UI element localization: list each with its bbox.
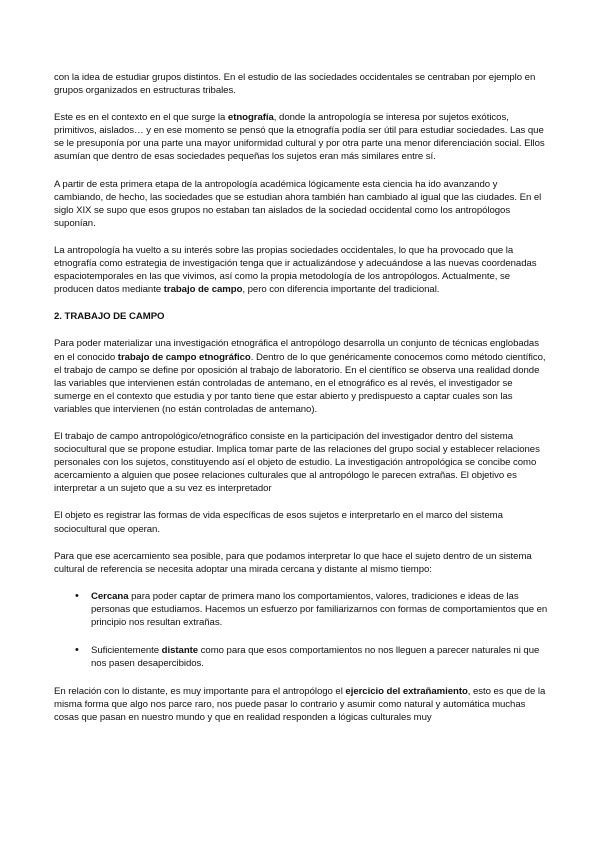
bold-term: etnografía: [227, 112, 274, 124]
text-run: Suficientemente: [91, 645, 162, 657]
bold-term: distante: [161, 645, 199, 657]
text-run: , donde la antropología se interesa por sujetos exóticos, primitivos, aislados… y en ese momento se pensó que la etnografía podía ser útil para estudiar sociedades. Las que se le presuponía por una parte una mayor uniformidad cultural y por otra parte una menor diferenciación social. Ellos asumían que dentro de esas sociedades pequeñas los sujetos eran más similares entre sí.: [54, 112, 545, 163]
text-run: , pero con diferencia importante del tradicional.: [242, 284, 440, 296]
text-run: El objeto es registrar las formas de vida específicas de esos sujetos e interpretarlo en el marco del sistema sociocultural que operan.: [54, 510, 503, 535]
bullet-list: [54, 590, 548, 670]
paragraph: [54, 337, 548, 416]
text-run: Para poder materializar una investigación etnográfica el antropólogo desarrolla un conjunto de técnicas englobadas en el conocido: [54, 338, 539, 363]
text-run: El trabajo de campo antropológico/etnográfico consiste en la participación del investigador dentro del sistema sociocultural que se propone estudiar. Implica tomar parte de las relaciones del grupo social y establecer relaciones personales con los sujetos, constituyendo así el objeto de estudio. La investigación antropológica se concibe como acercamiento a alguien que posee relaciones culturales que al antropólogo le parecen extrañas. El objetivo es interpretar a un sujeto que a su vez es interpretador: [54, 430, 540, 495]
text-run: con la idea de estudiar grupos distintos. En el estudio de las sociedades occidentales se centraban por ejemplo en grupos organizados en estructuras tribales.: [54, 72, 536, 97]
paragraph: [54, 685, 548, 724]
text-run: Para que ese acercamiento sea posible, para que podamos interpretar lo que hace el sujeto dentro de un sistema cultural de referencia se necesita adoptar una mirada cercana y distante al mismo tiempo:: [54, 550, 532, 575]
document-page: [54, 71, 548, 739]
paragraph: [54, 111, 548, 163]
bold-term: ejercicio del extrañamiento: [345, 686, 468, 698]
paragraph: [54, 244, 548, 296]
paragraph: [54, 430, 548, 495]
text-run: Este es en el contexto en el que surge la: [54, 112, 228, 124]
bold-term: Cercana: [91, 590, 129, 602]
intro-section: [54, 71, 548, 296]
bold-term: trabajo de campo etnográfico: [117, 351, 251, 363]
paragraph: [54, 550, 548, 576]
text-run: para poder captar de primera mano los comportamientos, valores, tradiciones e ideas de las personas que estudiamos. Hacemos un esfuerzo por familiarizarnos con formas de comportamientos que en principio nos resultan extrañas.: [91, 590, 548, 628]
bullet-item: [54, 644, 548, 670]
text-run: . Dentro de lo que genéricamente conocemos como método científico, el trabajo de campo se define por oposición al trabajo de laboratorio. En el científico se observa una realidad donde las variables que intervienen están controladas de antemano, en el etnográfico es al revés, el investigador se sumerge en el contexto que estudia y por tanto tiene que estar abierto y predispuesto a captar cuales son las variables que intervienen (no están controladas de antemano).: [54, 351, 546, 415]
bold-term: trabajo de campo: [163, 284, 243, 296]
paragraph: [54, 178, 548, 230]
text-run: , esto es que de la misma forma que algo nos parce raro, nos puede pasar lo contrario y asumir como natural y automática muchas cosas que pasan en nuestro mundo y que en realidad responden a lógicas culturales muy: [54, 686, 546, 724]
section-heading: 2. TRABAJO DE CAMPO: [54, 311, 165, 323]
section-body: [54, 337, 548, 724]
paragraph: [54, 71, 548, 97]
paragraph: [54, 509, 548, 535]
text-run: La antropología ha vuelto a su interés sobre las propias sociedades occidentales, lo que ha provocado que la etnografía como estrategia de investigación tenga que ir actualizándose y adecuándose a las nuevas coordenadas espaciotemporales en las que vivimos, así como la propia metodología de los antropólogos. Actualmente, se producen datos mediante: [54, 244, 537, 296]
text-run: En relación con lo distante, es muy importante para el antropólogo el: [54, 686, 346, 698]
text-run: A partir de esta primera etapa de la antropología académica lógicamente esta ciencia ha ido avanzando y cambiando, de hecho, las sociedades que se estudian ahora también han cambiado al igual que las ciudades. En el siglo XIX se supo que esos grupos no estaban tan aislados de la sociedad occidental como los antropólogos suponían.: [54, 178, 542, 229]
text-run: como para que esos comportamientos no nos lleguen a parecer naturales ni que nos pasen desapercibidos.: [91, 645, 540, 670]
bullet-item: [54, 590, 548, 629]
